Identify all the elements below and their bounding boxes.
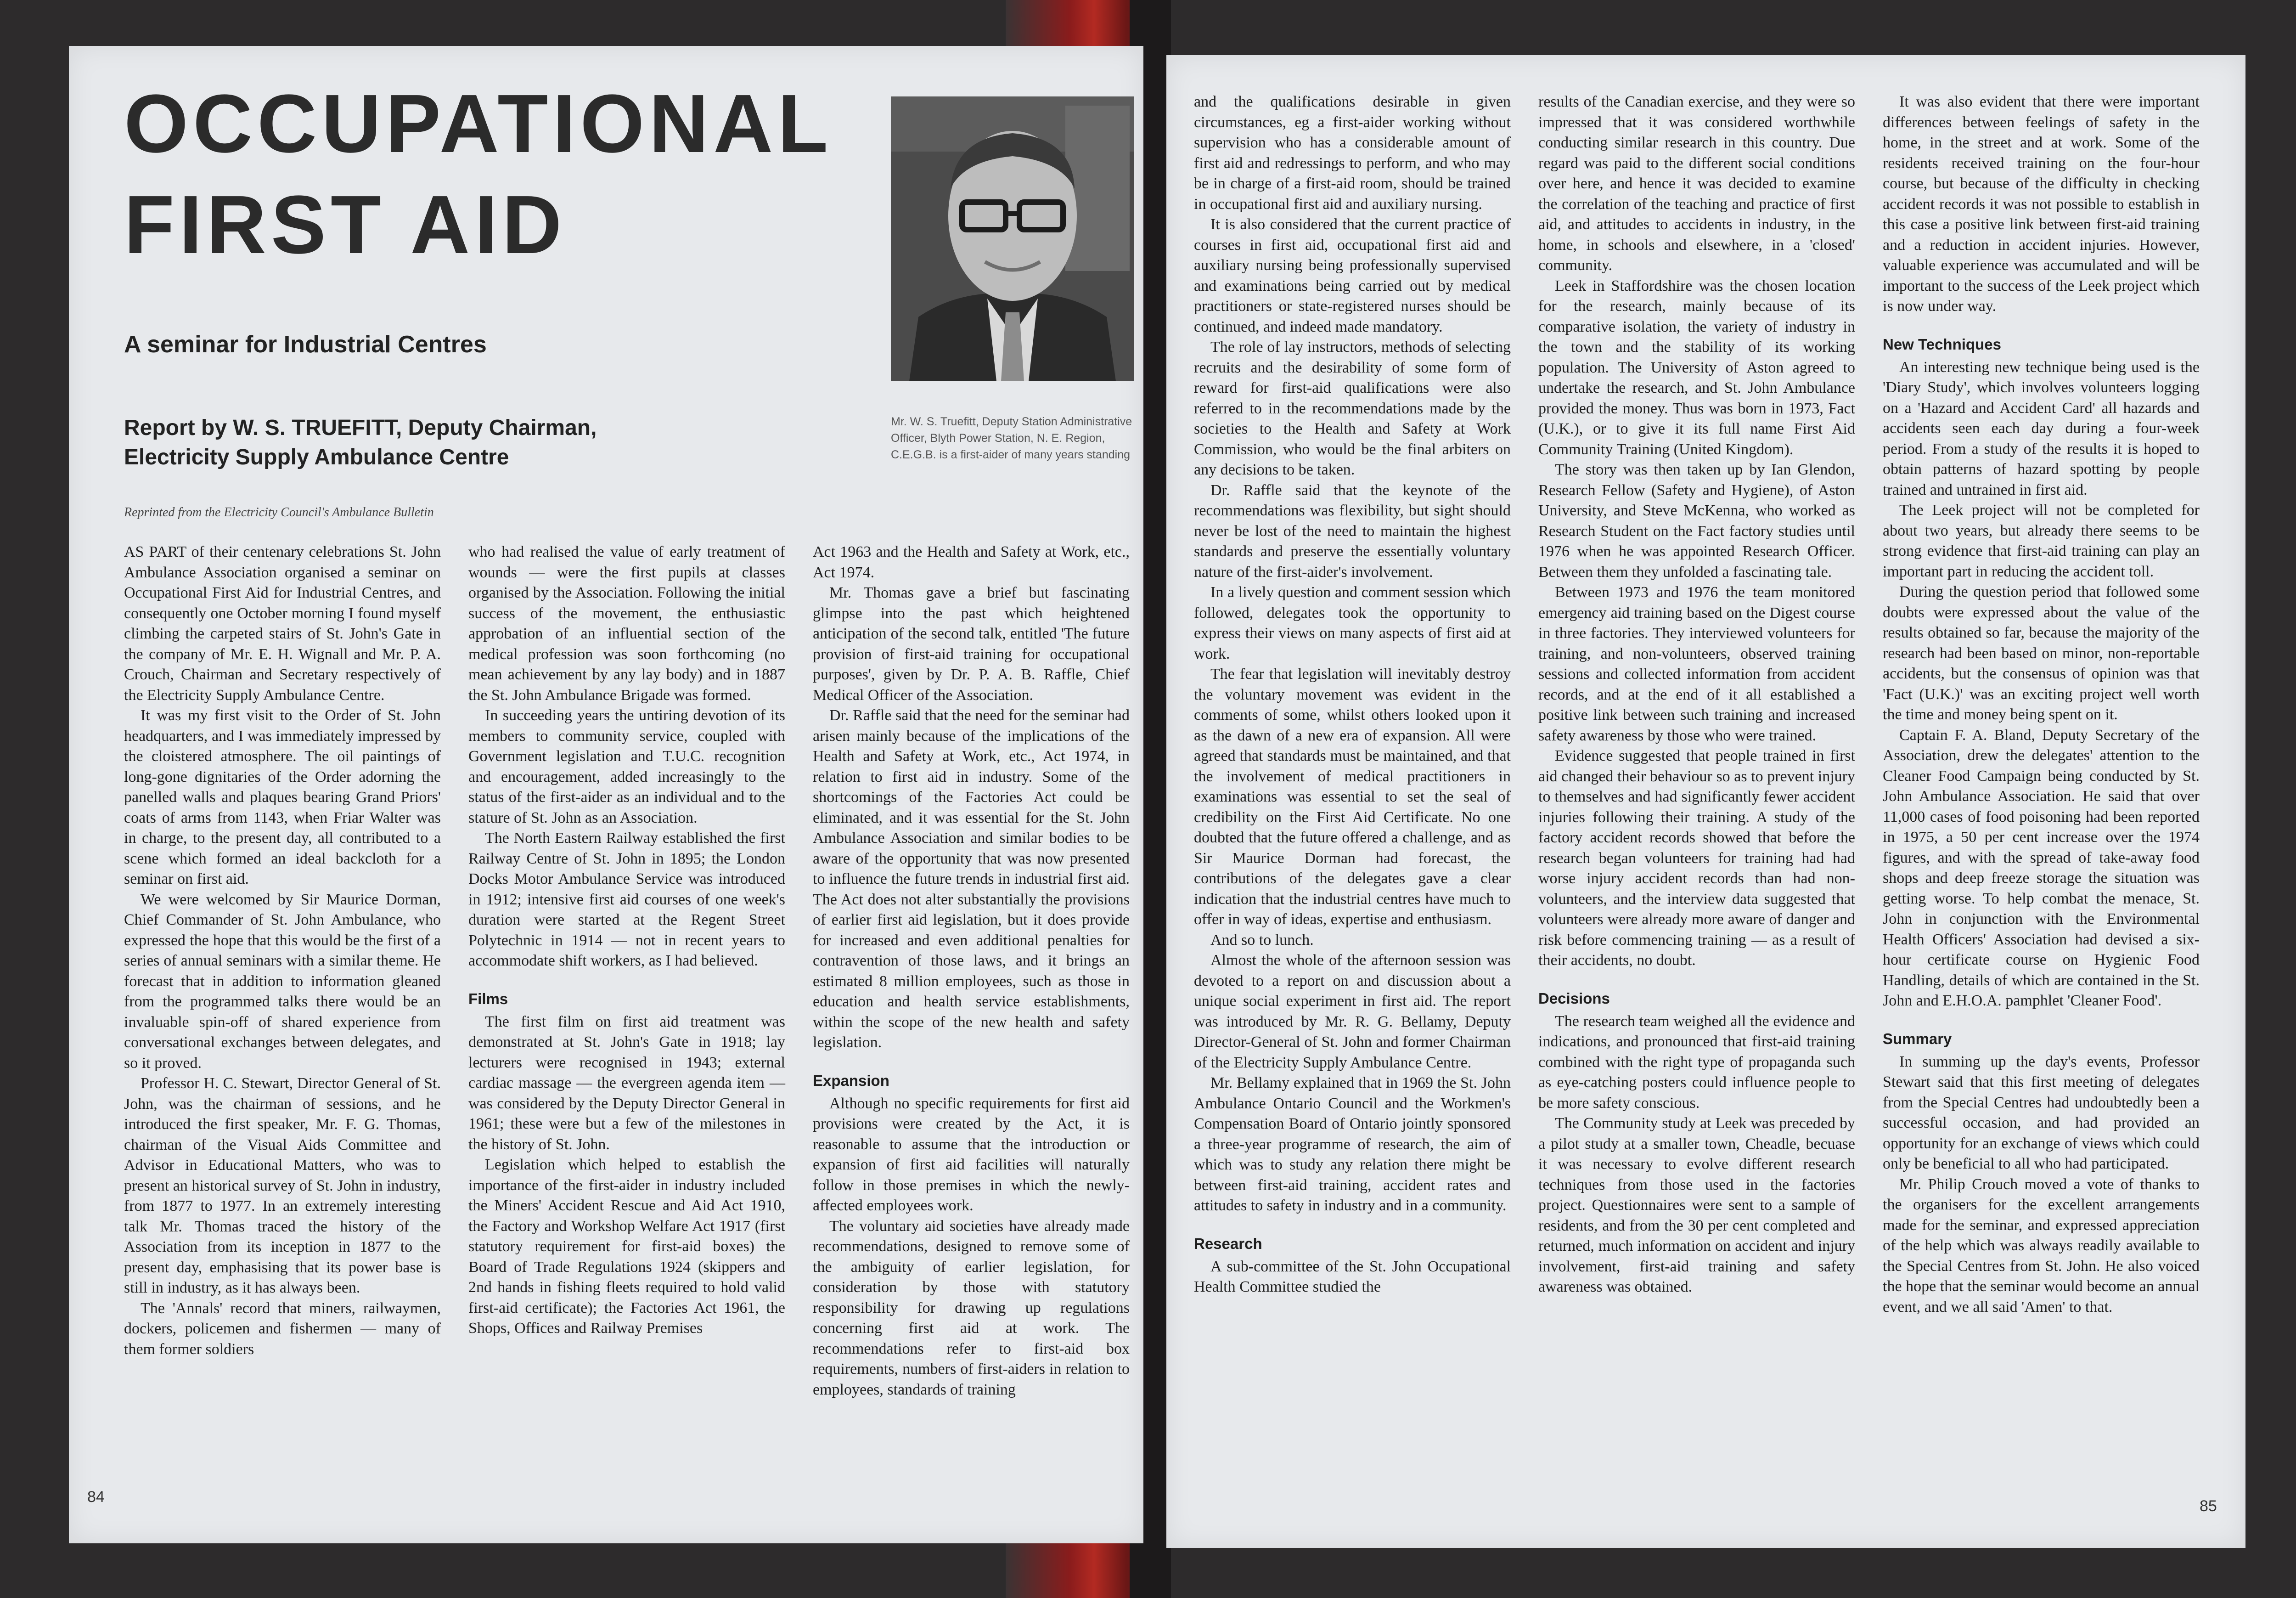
paragraph: Dr. Raffle said that the keynote of the recommendations was flexibility, but sight should never be lost of the need to maintain the highest standards and preserve the essentially voluntary nature of the first-aider's involvement. [1194, 481, 1511, 581]
paragraph: Dr. Raffle said that the need for the seminar had arisen mainly because of the implications of the Health and Safety at Work, etc., Act 1974, in relation to first aid in industry. Some of the shortcomings of the Factories Act could be eliminated, and it was essential for the St. John Ambulance Association and similar bodies to be aware of the opportunity that was now presented to influence the future trends in industrial first aid. The Act does not alter substantially the provisions of earlier first aid legislation, but it does provide for increased and even additional penalties for contravention of those laws, and it brings an estimated 8 million employees, such as those in education and health service establishments, within the scope of the new health and safety legislation. [813, 707, 1130, 1051]
author-photo [891, 96, 1134, 381]
paragraph: It was my first visit to the Order of St. John headquarters, and I was immediately impressed by the cloistered atmosphere. The oil paintings of long-gone dignitaries of the Order adorning the panelled walls and plaques bearing Grand Priors' coats of arms from 1143, when Friar Walter was in charge, to the present day, all contributed to a scene which formed an ideal backcloth for a seminar on first aid. [124, 707, 441, 887]
section-heading: Summary [1883, 1030, 1952, 1047]
paragraph: The story was then taken up by Ian Glendon, Research Fellow (Safety and Hygiene), of Aston University, and Steve McKenna, who worked as Research Student on the Fact factory studies until 1976 when he was appointed Research Officer. Between them they unfolded a fascinating tale. [1538, 461, 1855, 581]
paragraph: and the qualifications desirable in given circumstances, eg a first-aider working without supervision who has a considerable amount of first aid and redressings to perform, and who may be in charge of a first-aid room, should be trained in occupational first aid and auxiliary nursing. [1194, 93, 1511, 213]
article-title: OCCUPATIONAL FIRST AID [124, 78, 833, 271]
left-column-1 [124, 542, 441, 1360]
section-heading: Research [1194, 1235, 1262, 1252]
portrait-image [891, 96, 1134, 381]
paragraph: During the question period that followed some doubts were expressed about the value of the results obtained so far, because the majority of the research had been based on minor, non-reportable accidents, but the consensus of opinion was that 'Fact (U.K.)' was an exciting project well worth the time and money being spent on it. [1883, 583, 2200, 723]
left-column-2 [468, 542, 785, 1339]
paragraph: Leek in Staffordshire was the chosen location for the research, mainly because of its comparative isolation, the variety of industry in the town and the stability of its working population. The University of Aston agreed to undertake the research, and St. John Ambulance provided the money. Thus was born in 1973, Fact (U.K.), or to give it its full name First Aid Community Training (United Kingdom). [1538, 277, 1855, 458]
paragraph: who had realised the value of early treatment of wounds — were the first pupils at classes organised by the Association. Following the initial success of the movement, the enthusiastic approbation of an influential section of the medical profession was soon forthcoming (no mean achievement by any lay body) and in 1887 the St. John Ambulance Brigade was formed. [468, 543, 785, 704]
paragraph: The fear that legislation will inevitably destroy the voluntary movement was evident in the comments of some, whilst others looked upon it as the dawn of a new era of expansion. All were agreed that standards must be maintained, and that the involvement of medical practitioners in examinations was essential to set the seal of credibility on the First Aid Certificate. No one doubted that the future offered a challenge, and as Sir Maurice Dorman had forecast, the contributions of the delegates gave a clear indication that the industrial centres have much to offer in way of ideas, expertise and enthusiasm. [1194, 666, 1511, 928]
left-page [69, 46, 1143, 1543]
right-page [1166, 55, 2245, 1548]
paragraph: The North Eastern Railway established the first Railway Centre of St. John in 1895; the London Docks Motor Ambulance Service was introduced in 1912; intensive first aid courses of one week's duration were started at the Regent Street Polytechnic in 1914 — not in recent years to accommodate shift workers, as I had believed. [468, 830, 785, 969]
paragraph: The first film on first aid treatment was demonstrated at St. John's Gate in 1918; lay lecturers were recognised in 1943; external cardiac massage — the evergreen agenda item — was considered by the Deputy Director General in 1961; these were but a few of the milestones in the history of St. John. [468, 1013, 785, 1153]
photo-caption: Mr. W. S. Truefitt, Deputy Station Administrative Officer, Blyth Power Station, N. E. Region, C.E.G.B. is a first-aider of many years standing [891, 415, 1132, 461]
paragraph: The research team weighed all the evidence and indications, and pronounced that first-aid training combined with the right type of propaganda such as eye-catching posters could influence people to be more safety conscious. [1538, 1012, 1855, 1112]
paragraph: And so to lunch. [1210, 931, 1314, 949]
paragraph: The 'Annals' record that miners, railwaymen, dockers, policemen and fishermen — many of them former soldiers [124, 1299, 441, 1358]
paragraph: The Leek project will not be completed for about two years, but already there seems to be strong evidence that first-aid training can play an important part in reducing the accident toll. [1883, 502, 2200, 580]
paragraph: Evidence suggested that people trained in first aid changed their behaviour so as to prevent injury to themselves and had significantly fewer accident injuries following their training. A study of the factory accident records showed that before the research began volunteers for training had had worse injury accident records than had non-volunteers, and the interview data suggested that volunteers were already more aware of danger and risk before commencing training — as a result of their accidents, no doubt. [1538, 747, 1855, 969]
paragraph: It is also considered that the current practice of courses in first aid, occupational first aid and auxiliary nursing being professionally supervised and examinations being carried out by medical practitioners or state-registered nurses should be continued, and indeed made mandatory. [1194, 216, 1511, 335]
paragraph: results of the Canadian exercise, and they were so impressed that it was considered worthwhile conducting similar research in this country. Due regard was paid to the different social conditions over here, and hence it was decided to examine the correlation of the teaching and practice of first aid, and attitudes to accidents in industry, in the home, in schools and elsewhere, in a 'closed' community. [1538, 93, 1855, 274]
paragraph: The Community study at Leek was preceded by a pilot study at a smaller town, Cheadle, becuase it was necessary to evolve different research techniques from those used in the factories project. Questionnaires were sent to a sample of residents, and from the 30 per cent completed and returned, much information on accident and injury involvement, first-aid training and safety awareness was obtained. [1538, 1115, 1855, 1295]
paragraph: Although no specific requirements for first aid provisions were created by the Act, it is reasonable to assume that the introduction or expansion of first aid facilities will naturally follow in those premises in which the newly-affected employees work. [813, 1095, 1130, 1214]
paragraph: Almost the whole of the afternoon session was devoted to a report on and discussion about a unique social experiment in first aid. The report was introduced by Mr. R. G. Bellamy, Deputy Director-General of St. John and former Chairman of the Electricity Supply Ambulance Centre. [1194, 952, 1511, 1071]
paragraph: In summing up the day's events, Professor Stewart said that this first meeting of delegates from the Special Centres had undoubtedly been a successful occasion, and had provided an opportunity for an exchange of views which could only be beneficial to all who had participated. [1883, 1053, 2200, 1172]
paragraph: An interesting new technique being used is the 'Diary Study', which involves volunteers logging on a 'Hazard and Accident Card' all hazards and accidents seen each day during a four-week period. From a study of the results it is hoped to obtain patterns of hazard spotting by people trained and untrained in first aid. [1883, 358, 2200, 498]
paragraph: Captain F. A. Bland, Deputy Secretary of the Association, drew the delegates' attention to the Cleaner Food Campaign being conducted by St. John Ambulance Association. He said that over 11,000 cases of food poisoning had been reported in 1975, a 50 per cent increase over the 1974 figures, and with the spread of take-away food shops and deep freeze storage the situation was getting worse. To help combat the menace, St. John in conjunction with the Environmental Health Officers' Association had devised a six-hour certificate course on Hygienic Food Handling, details of which are contained in the St. John and E.H.O.A. pamphlet 'Cleaner Food'. [1883, 726, 2200, 1009]
right-column-1 [1194, 92, 1511, 1298]
paragraph: Legislation which helped to establish the importance of the first-aider in industry included the Miners' Accident Rescue and Aid Act 1910, the Factory and Workshop Welfare Act 1917 (first statutory requirement for first-aid boxes) the Board of Trade Regulations 1924 (skippers and 2nd hands in fishing fleets required to hold valid first-aid certificate); the Factories Act 1961, the Shops, Offices and Railway Premises [468, 1156, 785, 1337]
article-byline: Report by W. S. TRUEFITT, Deputy Chairman, Electricity Supply Ambulance Centre [124, 416, 597, 469]
paragraph: Professor H. C. Stewart, Director General of St. John, was the chairman of sessions, and he introduced the first speaker, Mr. F. G. Thomas, chairman of the Visual Aids Committee and Advisor in Educational Matters, who was to present an historical survey of St. John in industry, from 1877 to 1977. In an extremely interesting talk Mr. Thomas traced the history of the Association from its inception in 1877 to the present day, emphasising that its power base is still in industry, as it has always been. [124, 1075, 441, 1296]
paragraph: It was also evident that there were important differences between feelings of safety in the home, in the street and at work. Some of the residents received training on the four-hour course, but because of the difficulty in checking accident records it was not possible to establish in this case a positive link between first-aid training and a reduction in accident injuries. However, valuable experience was accumulated and will be important to the success of the Leek project which is now under way. [1883, 93, 2200, 315]
left-column-3 [813, 542, 1130, 1400]
article-subtitle: A seminar for Industrial Centres [124, 331, 487, 358]
right-column-2 [1538, 92, 1855, 1298]
right-column-3 [1883, 92, 2200, 1317]
paragraph: In a lively question and comment session which followed, delegates took the opportunity to express their views on many aspects of first aid at work. [1194, 584, 1511, 662]
paragraph: Mr. Thomas gave a brief but fascinating glimpse into the past which heightened anticipation of the second talk, entitled 'The future provision of first-aid training for occupational purposes', given by Dr. P. A. B. Raffle, Chief Medical Officer of the Association. [813, 584, 1130, 704]
reprint-note: Reprinted from the Electricity Council's Ambulance Bulletin [124, 505, 434, 519]
paragraph: Between 1973 and 1976 the team monitored emergency aid training based on the Digest course in three factories. They interviewed volunteers for training, and non-volunteers, observed training sessions and collected information from accident records, and at the end of it all established a positive link between such training and increased safety awareness by those who were trained. [1538, 584, 1855, 744]
section-heading: Expansion [813, 1072, 889, 1089]
paragraph: A sub-committee of the St. John Occupational Health Committee studied the [1194, 1258, 1511, 1295]
paragraph: AS PART of their centenary celebrations St. John Ambulance Association organised a seminar on Occupational First Aid for Industrial Centres, and consequently one October morning I found myself climbing the carpeted stairs of St. John's Gate in the company of Mr. E. H. Wignall and Mr. P. A. Crouch, Chairman and Secretary respectively of the Electricity Supply Ambulance Centre. [124, 543, 441, 704]
paragraph: In succeeding years the untiring devotion of its members to community service, coupled with Government legislation and T.U.C. recognition and encouragement, added increasingly to the status of the first-aider as an individual and to the stature of St. John as an Association. [468, 707, 785, 826]
page-number-left: 84 [87, 1488, 105, 1506]
section-heading: New Techniques [1883, 335, 2001, 353]
paragraph: The role of lay instructors, methods of selecting recruits and the desirability of some form of reward for first-aid qualifications were also referred to in the recommendations made by the societies to the Health and Safety at Work Commission, who would be the final arbiters on any decisions to be taken. [1194, 339, 1511, 478]
section-heading: Decisions [1538, 989, 1610, 1007]
paragraph: Mr. Bellamy explained that in 1969 the St. John Ambulance Ontario Council and the Workmen's Compensation Board of Ontario jointly sponsored a three-year programme of research, the aim of which was to study any relation there might be between first-aid training, accident rates and attitudes to safety in industry and in a community. [1194, 1074, 1511, 1214]
paragraph: The voluntary aid societies have already made recommendations, designed to remove some of the ambiguity of earlier legislation, for consideration by those with statutory responsibility for drawing up regulations concerning first aid at work. The recommendations refer to first-aid box requirements, numbers of first-aiders in relation to employees, standards of training [813, 1217, 1130, 1398]
paragraph: We were welcomed by Sir Maurice Dorman, Chief Commander of St. John Ambulance, who expressed the hope that this would be the first of a series of annual seminars with a similar theme. He forecast that in addition to information gleaned from the programmed talks there would be an invaluable spin-off of shared experience from conversational exchanges between delegates, and so it proved. [124, 891, 441, 1072]
page-number-right: 85 [2200, 1497, 2217, 1515]
paragraph: Mr. Philip Crouch moved a vote of thanks to the organisers for the excellent arrangements made for the seminar, and expressed appreciation of the help which was always readily available to the Special Centres from St. John. He also voiced the hope that the seminar would become an annual event, and we all said 'Amen' to that. [1883, 1175, 2200, 1316]
section-heading: Films [468, 990, 508, 1007]
paragraph: Act 1963 and the Health and Safety at Work, etc., Act 1974. [813, 543, 1130, 581]
